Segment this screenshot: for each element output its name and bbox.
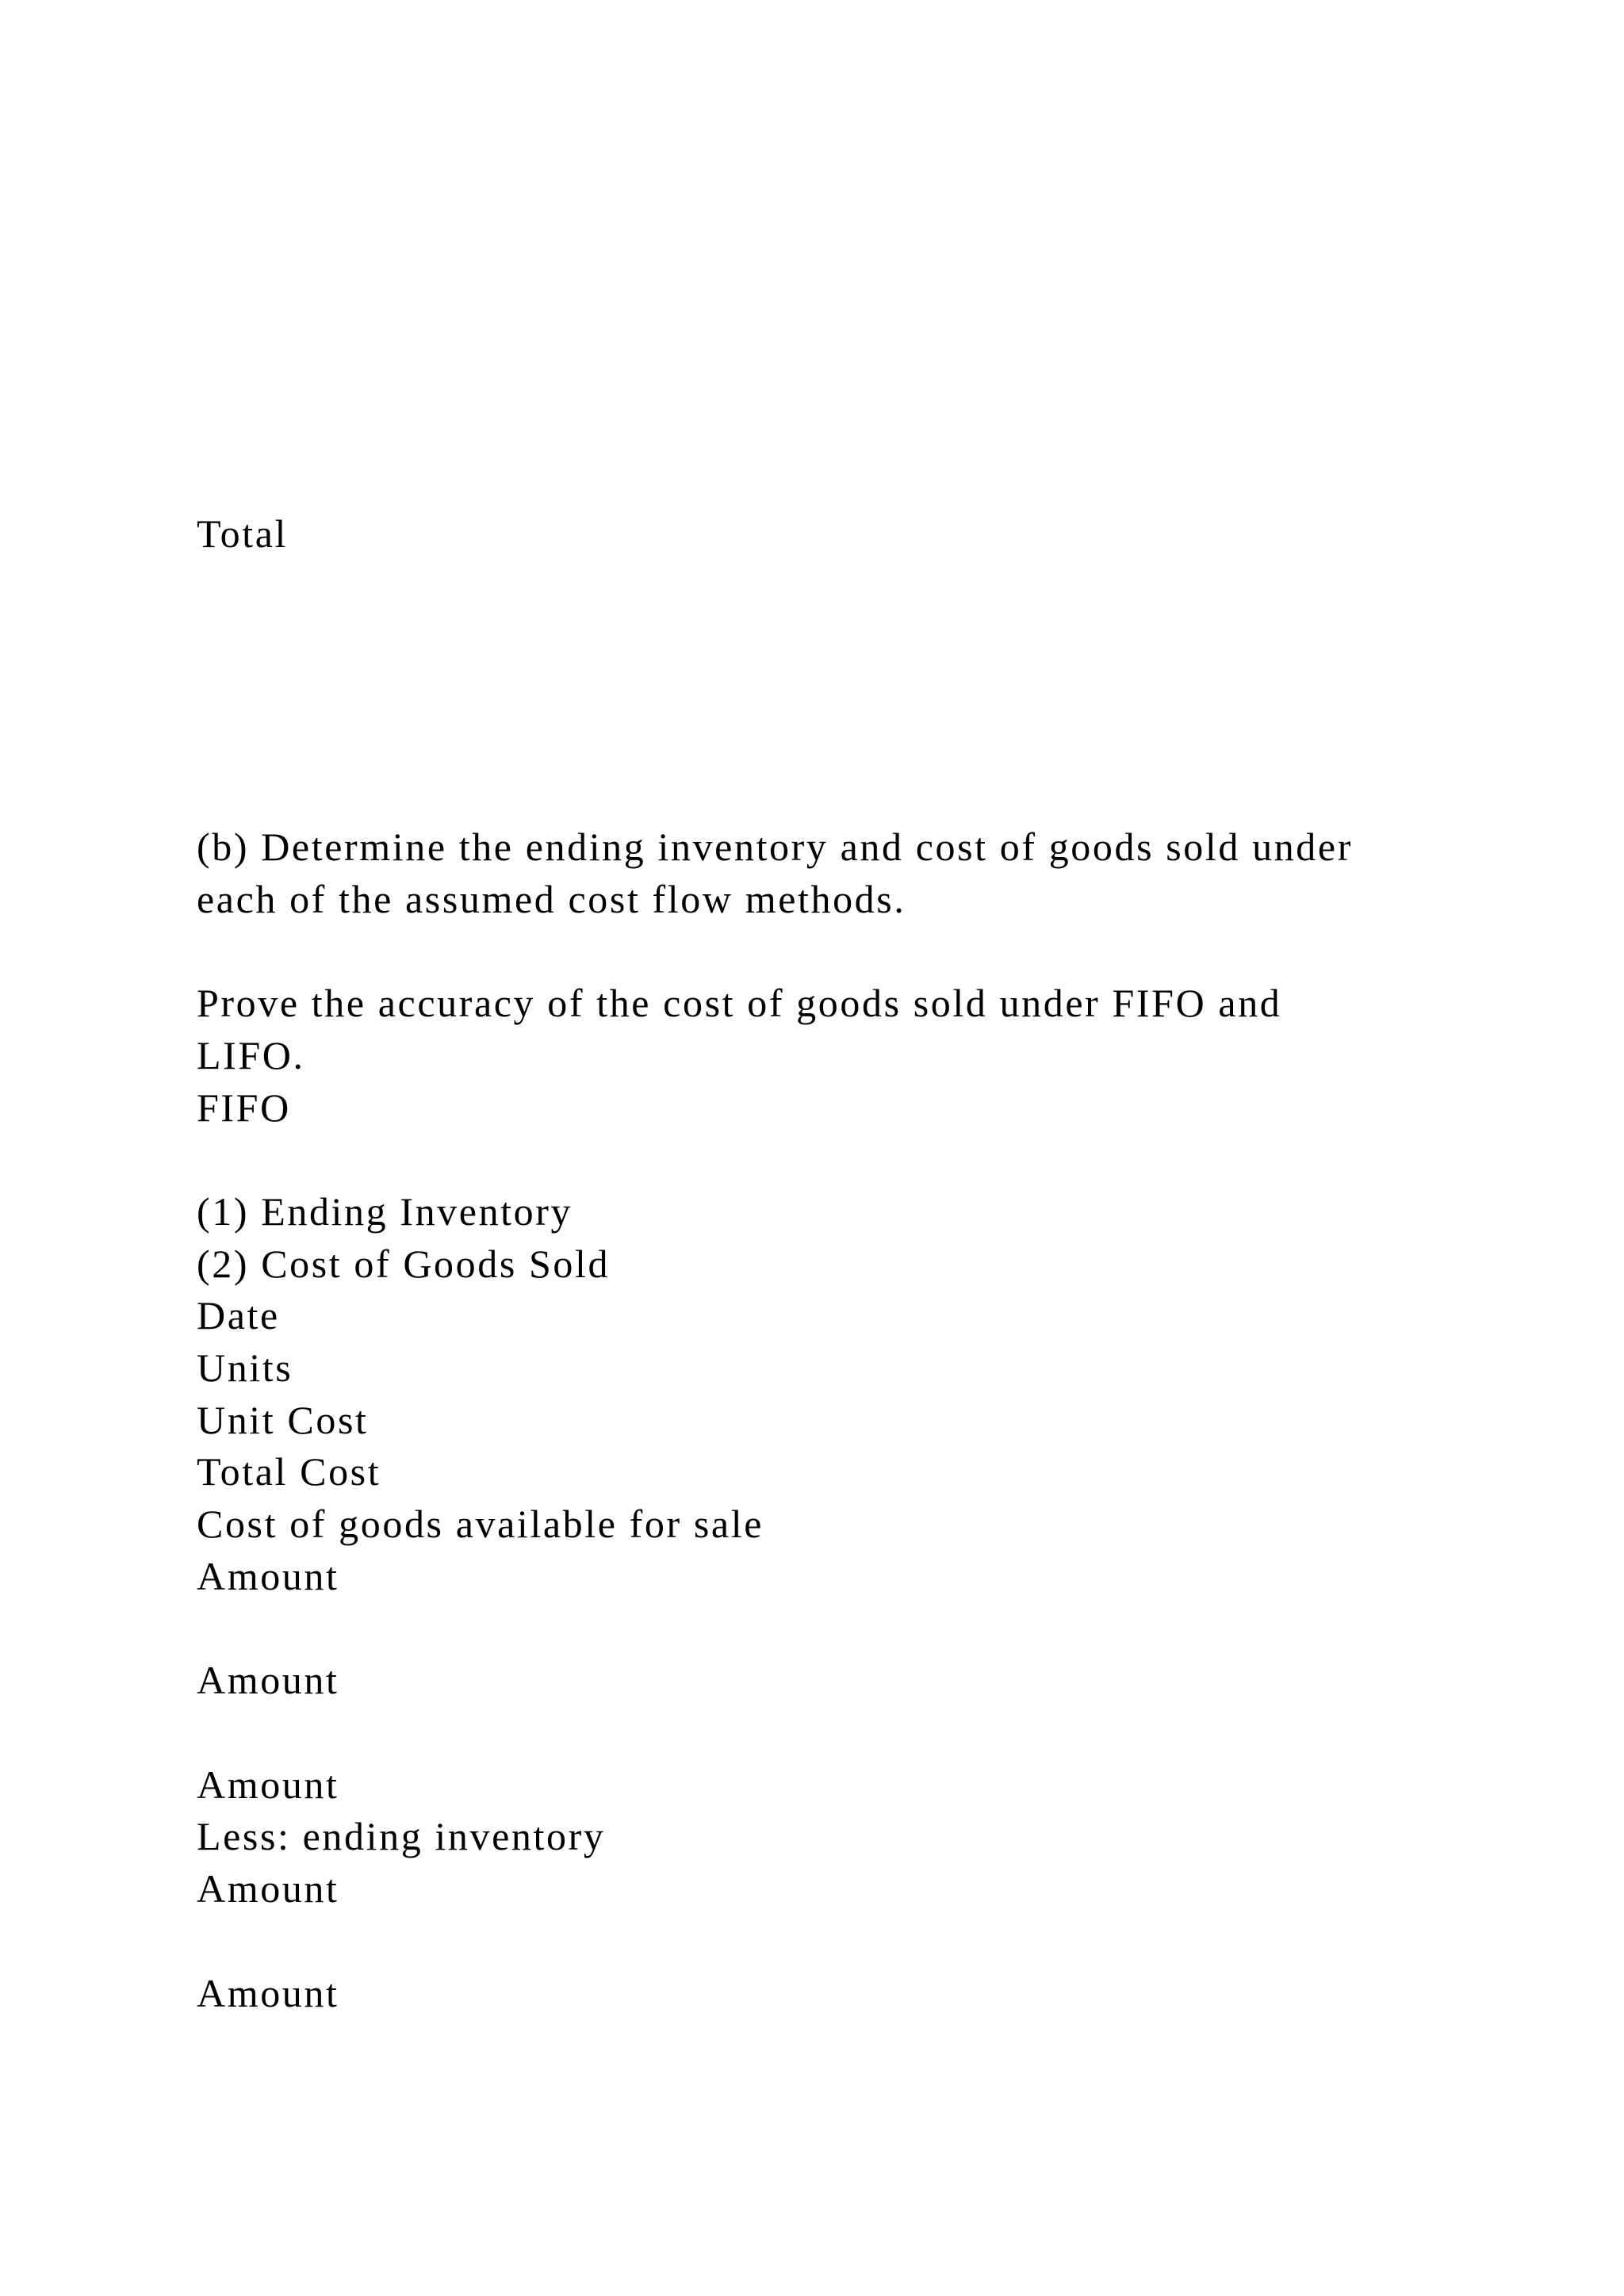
amount-label: Amount	[197, 1658, 339, 1702]
units-label: Units	[197, 1345, 293, 1390]
ending-inventory-label: (1) Ending Inventory	[197, 1189, 573, 1234]
fifo-heading: FIFO	[197, 1085, 291, 1130]
prove-accuracy-line-2: LIFO.	[197, 1033, 305, 1077]
cost-of-goods-sold-label: (2) Cost of Goods Sold	[197, 1242, 611, 1286]
amount-label: Amount	[197, 1554, 339, 1598]
amount-label: Amount	[197, 1971, 339, 2015]
date-label: Date	[197, 1293, 280, 1337]
prove-accuracy-line-1: Prove the accuracy of the cost of goods sold under FIFO and	[197, 981, 1282, 1025]
unit-cost-label: Unit Cost	[197, 1398, 369, 1442]
total-cost-label: Total Cost	[197, 1449, 381, 1494]
total-label: Total	[197, 511, 289, 556]
question-b-line-1: (b) Determine the ending inventory and cost of goods sold under	[197, 825, 1353, 869]
question-b-line-2: each of the assumed cost flow methods.	[197, 877, 906, 921]
cost-available-for-sale-label: Cost of goods available for sale	[197, 1502, 764, 1546]
less-ending-inventory-label: Less: ending inventory	[197, 1814, 606, 1858]
amount-label: Amount	[197, 1762, 339, 1807]
amount-label: Amount	[197, 1866, 339, 1911]
